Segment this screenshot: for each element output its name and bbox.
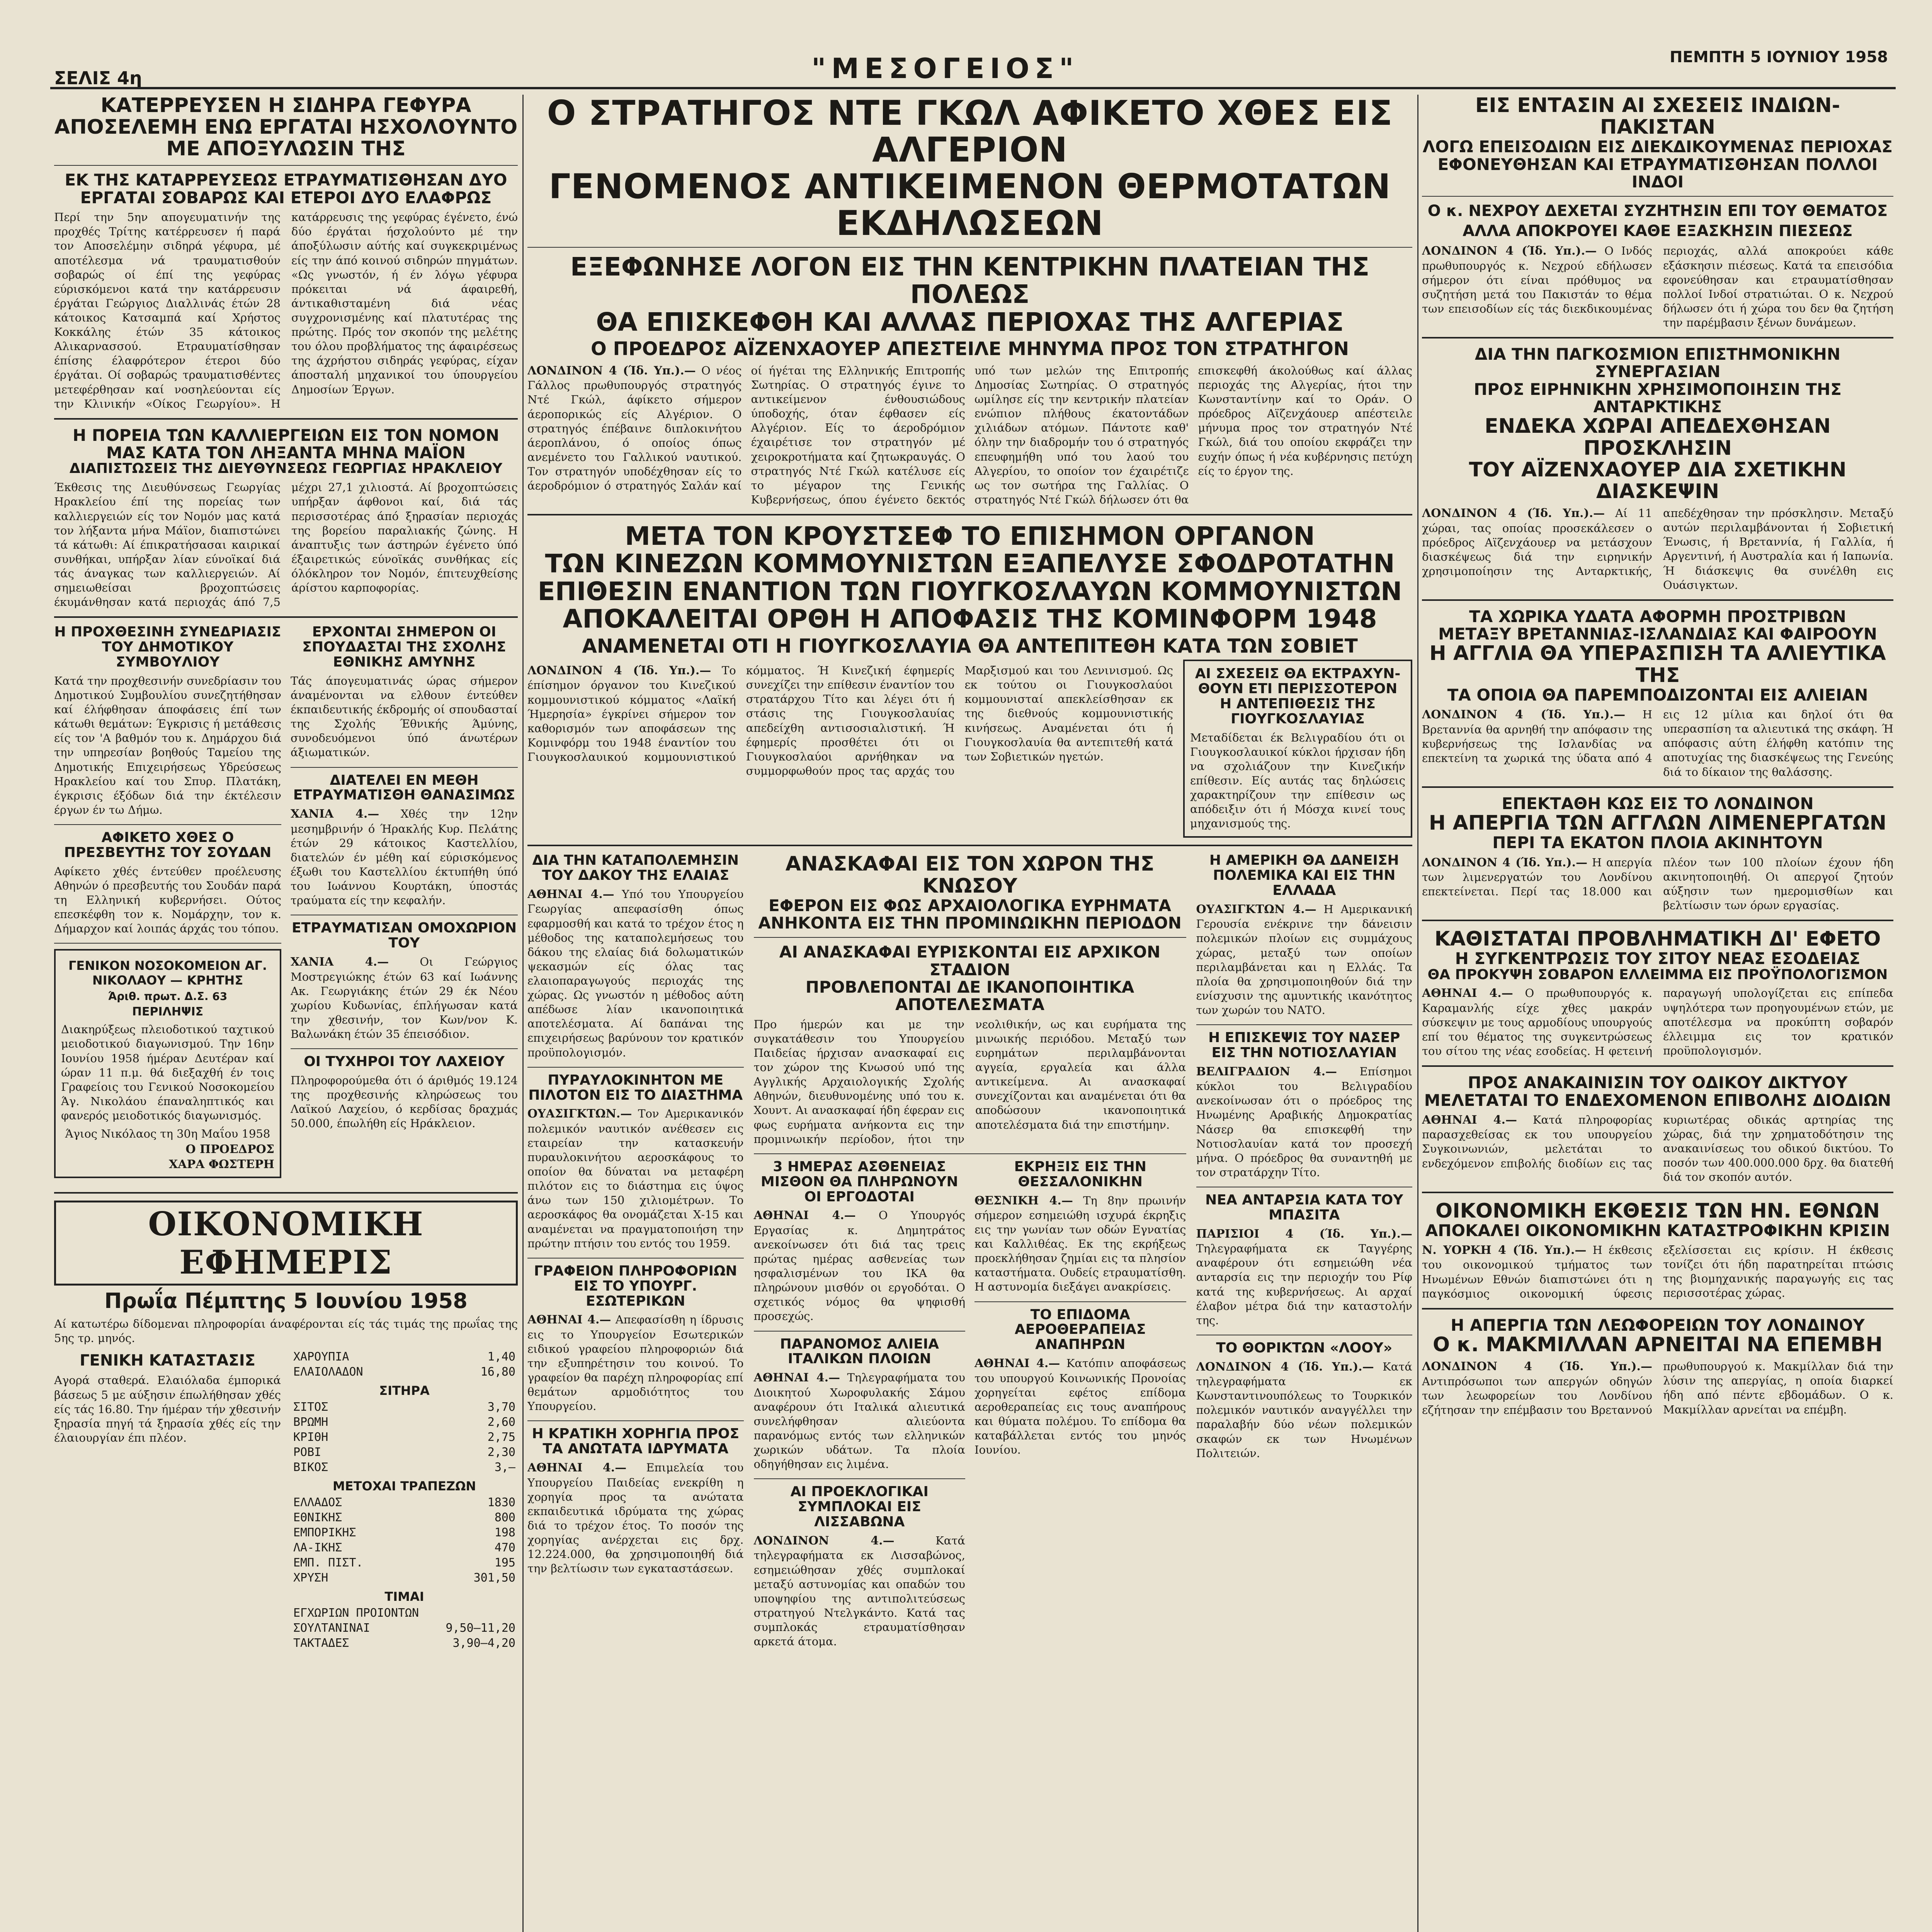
- headline: ΤΑ ΟΠΟΙΑ ΘΑ ΠΑΡΕΜΠΟΔΙΖΟΝΤΑΙ ΕΙΣ ΑΛΙΕΙΑΝ: [1447, 685, 1868, 704]
- dateline: ΛΟΝΔΙΝΟΝ 4 (Ίδ. Υπ.).—: [1196, 1360, 1374, 1374]
- headline: ΑΠΟΚΑΛΕΙΤΑΙ ΟΡΘΗ Η ΑΠΟΦΑΣΙΣ ΤΗΣ ΚΟΜΙΝΦΟΡΜ 1948: [563, 604, 1377, 634]
- headline: ΕΤΡΑΥΜΑΤΙΣΑΝ ΟΜΟΧΩΡΙΟΝ ΤΟΥ: [291, 920, 517, 951]
- headline: ΑΙ ΠΡΟΕΚΛΟΓΙΚΑΙ ΣΥΜΠΛΟΚΑΙ ΕΙΣ ΛΙΣΣΑΒΩΝΑ: [790, 1484, 929, 1530]
- divider: [1422, 1065, 1893, 1067]
- table-row: [291, 1349, 518, 1364]
- article-body: Κατά πληροφορίας παρασχεθείσας εκ του υπουργείου Συγκοινωνιών, μελετάται το ενδεχόμενον επιβολής διοδίων εις τας κυριωτέρας οδικάς αρτηρίας της χώρας, διά την χρηματοδότησιν της ανακαινίσεως του οδικού δικτύου. Το ποσόν των 400.000.000 δρχ. θα διατεθή διά τον σκοπόν αυτόν.: [1422, 1113, 1893, 1184]
- divider: [754, 1153, 1186, 1154]
- column-rule: [522, 95, 524, 1932]
- economy-tables: [291, 1349, 518, 1651]
- subhead: ΕΚ ΤΗΣ ΚΑΤΑΡΡΕΥΣΕΩΣ ΕΤΡΑΥΜΑΤΙΣΘΗΣΑΝ ΔΥΟ ΕΡΓΑΤΑΙ ΣΟΒΑΡΩΣ ΚΑΙ ΕΤΕΡΟΙ ΔΥΟ ΕΛΑΦΡΩΣ: [65, 170, 507, 207]
- subhead: Ο ΠΡΟΕΔΡΟΣ ΑΪΖΕΝΧΑΟΥΕΡ ΑΠΕΣΤΕΙΛΕ ΜΗΝΥΜΑ ΠΡΟΣ ΤΟΝ ΣΤΡΑΤΗΓΟΝ: [590, 338, 1349, 360]
- dateline: ΛΟΝΔΙΝΟΝ 4 (Ίδ. Υπ.).—: [1422, 244, 1597, 258]
- table-row: [291, 1570, 518, 1585]
- divider: [527, 247, 1412, 248]
- article-body: Κατά την προχθεσινήν συνεδρίασιν του Δημοτικού Συμβουλίου συνεζητήθησαν καί έλήφθησαν άποφάσεις έπί των κάτωθι θεμάτων: Έγκρισις ή μετάθεσις είς τον 'Α βαθμόν του κ. Δημάρχου διά την υπηρεσίαν βοηθούς Ταμείου της Δημοτικής Επιχειρήσεως Υδρεύσεως Ηρακλείου καί του Σπυρ. Πλατάκη, έγκρισις έξόδων διά την έκτέλεσιν έργων έν τω Δήμω.: [54, 674, 281, 816]
- row-label: ΒΙΚΟΣ: [293, 1461, 328, 1475]
- notice-sign-title: Ο ΠΡΟΕΔΡΟΣ: [185, 1143, 274, 1156]
- produce-table: [291, 1605, 518, 1651]
- headline: ΠΕΡΙ ΤΑ ΕΚΑΤΟΝ ΠΛΟΙΑ ΑΚΙΝΗΤΟΥΝ: [1492, 833, 1823, 852]
- headline: ΝΕΑ ΑΝΤΑΡΣΙΑ ΚΑΤΑ ΤΟΥ ΜΠΑΣΙΤΑ: [1205, 1192, 1403, 1223]
- divider: [54, 616, 518, 618]
- economy-section-title: ΓΕΝΙΚΗ ΚΑΤΑΣΤΑΣΙΣ: [80, 1352, 255, 1370]
- article-injured: [291, 773, 518, 908]
- article-body: Έκθεσις της Διευθύνσεως Γεωργίας Ηρακλείου έπί της πορείας των καλλιεργειών είς τον Νομόν μας κατά τον λήξαντα μήνα Μάϊον, διαπιστώνει τά κάτωθι: Αί έπικρατήσασαι καιρικαί συνθήκαι, υπήρξαν λίαν εύνοϊκαί διά τάς άναγκας των καλλιεργειών. Αί σημειωθείσαι βροχοπτώσεις έκυμάνθησαν κατά περιοχάς άπό 7,5 μέχρι 27,1 χιλιοστά. Αί βροχοπτώσεις υπήρξαν άφθονοι καί, διά τάς περισσοτέρας άπό ξηρασίαν περιοχάς της βορείου παραλιακής ζώνης. Η άναπτυξις των άστηρών έγένετο ύπό έξαιρετικώς εύνοϊκάς συνθήκας είς όλόκληρον τον Νομόν, έπιτευχθείσης άρίστου καρποφορίας.: [54, 481, 518, 609]
- article-body: Τάς άπογευματινάς ώρας σήμερον άναμένονται να ελθουν έντεύθεν έκπαιδευτικής έκδρομής οί σπουδασταί της Σχολής Έθνικής Άμύνης, συνοδευόμενοι ύπό άνωτέρων άξιωματικών.: [291, 674, 518, 759]
- headline: ΘΑ ΠΡΟΚΥΨΗ ΣΟΒΑΡΟΝ ΕΛΛΕΙΜΜΑ ΕΙΣ ΠΡΟΫΠΟΛΟΓΙΣΜΟΝ: [1427, 966, 1888, 983]
- article-body: Ο νέος Γάλλος πρωθυπουργός στρατηγός Ντέ Γκώλ, άφίκετο σήμερον άεροπορικώς είς Αλγέριον. Ο στρατηγός έπέβαινε διπλοκινήτου άεροπλάνου, ό οποίος όπως ανεμένετο του Γαλλικού ναυτικού. Τον στρατηγόν υποδέχθησαν είς το άεροδρόμιον ό στρατηγός Σαλάν καί οί ήγέται της Ελληνικής Επιτροπής Σωτηρίας. Ο στρατηγός έγινε το αντικείμενον ένθουσιώδους ύποδοχής, όταν έφθασεν είς Αλγέριον. Είς το άεροδρόμιον έχαιρέτισε τον στρατηγόν μέ χειροκροτήματα καί ζητωκραυγάς. Ο στρατηγός Ντέ Γκώλ κατέλυσε είς το μέγαρον της Γενικής Κυβερνήσεως, όπου έγένετο δεκτός υπό των μελών της Επιτροπής Δημοσίας Σωτηρίας. Ο στρατηγός ωμίλησε είς την κεντρικήν πλατείαν ενώπιον πλήθους έκατοντάδων χιλιάδων ατόμων. Πάντοτε καθ' όλην την διαδρομήν του ό στρατηγός επευφημήθη υπό του λαού του Αλγερίου, το οποίον τον έχαιρέτιζε ως τον σωτήρα της Γαλλίας. Ο στρατηγός Ντέ Γκώλ δήλωσεν ότι θα επισκεφθή άκολούθως καί άλλας περιοχάς της Αλγερίας, ήτοι την Κωνσταντίνην καί το Οράν. Ο πρόεδρος Αϊζενχάουερ απέστειλε μήνυμα προς τον στρατηγόν Ντέ Γκώλ, διά του οποίου εκφράζει την ευχήν όπως ή νέα κυβέρνησις πετύχη είς το έργον της.: [527, 364, 1412, 506]
- divider: [527, 1420, 744, 1421]
- center-mid-sub-row: [754, 1160, 1186, 1656]
- divider: [754, 1331, 966, 1332]
- divider: [527, 845, 1412, 846]
- article-body: Οι Γεώργιος Μοστρεγιώκης έτών 63 καί Ιωάννης Ακ. Γεωργιάκης έτών 29 έκ Νέου χωρίου Κυδωνίας, έπλήγωσαν κατά την χθεσινήν, τον Κων/νον Κ. Βαλωνάκη έτών 35 έπεισόδιον.: [291, 955, 518, 1041]
- article-body: Τηλεγραφήματα εκ Ταγγέρης αναφέρουν ότι εσημειώθη νέα ανταρσία εις την περιοχήν του Ρίφ κατά της κυβερνήσεως. Αι αρχαί έλαβον μέτρα διά την καταστολήν της.: [1196, 1242, 1412, 1327]
- dateline: ΑΘΗΝΑΙ 4.—: [527, 888, 614, 901]
- article-body: Υπό του Υπουργείου Γεωργίας απεφασίσθη όπως εφαρμοσθή και κατά το τρέχον έτος η μέθοδος της καταπολεμήσεως του δάκου της ελαίας διά δολωματικών ψεκασμών είς όλας τας ελαιοπαραγωγούς περιοχάς της χώρας. Ως γνωστόν η μέθοδος αύτη απέδωσε λίαν ικανοποιητικά αποτελέσματα. Αί δαπάναι της επιχειρήσεως βαρύνουν τον κρατικόν προϋπολογισμόν.: [527, 888, 744, 1059]
- article-body: Απεφασίσθη η ίδρυσις εις το Υπουργείον Εσωτερικών ειδικού γραφείου πληροφοριών διά την εξυπηρέτησιν του κοινού. Το γραφείον θα παρέχη πληροφορίας επί θεμάτων αρμοδιότητος του Υπουργείου.: [527, 1313, 744, 1413]
- row-value: 3,—: [494, 1461, 515, 1475]
- headline: Ο ΣΤΡΑΤΗΓΟΣ ΝΤΕ ΓΚΩΛ ΑΦΙΚΕΤΟ ΧΘΕΣ ΕΙΣ ΑΛΓΕΡΙΟΝ: [547, 95, 1393, 170]
- headline: ΔΙΑ ΤΗΝ ΠΑΓΚΟΣΜΙΟΝ ΕΠΙΣΤΗΜΟΝΙΚΗΝ ΣΥΝΕΡΓΑΣΙΑΝ: [1475, 345, 1841, 381]
- article-body: Χθές την 12ην μεσημβρινήν ό Ήρακλής Κυρ. Πελάτης έτών 29 κάτοικος Καστελλίου, διατελών έν μέθη καί εύρισκόμενος έξωθι του Καστελλίου έκτυπήθη ύπό του Ιωάννου Κουρτάκη, ύποστάς τραύματα είς την κεφαλήν.: [291, 807, 518, 907]
- article-macmillan: [1422, 1316, 1893, 1417]
- economy-body: Αγορά σταθερά. Ελαιόλαδα έμπορικά βάσεως 5 με αύξησιν έπωλήθησαν χθές είς τάς 16.80. Την ήμέραν τήν χθεσινήν ξηρασία πηγή τά ξηρασία χθές είς την έλαιουργίαν έπι πλέον.: [54, 1374, 281, 1444]
- table-head: ΣΙΤΗΡΑ: [379, 1383, 430, 1398]
- article-body: Κατά τηλεγραφήματα εκ Κωνσταντινουπόλεως το Τουρκικόν πολεμικόν ναυτικόν αναγγέλλει την παραλαβήν δύο νέων πολεμικών σκαφών εκ των Ηνωμένων Πολιτειών.: [1196, 1360, 1412, 1460]
- center-column: [527, 95, 1412, 1932]
- box-headline: ΑΙ ΣΧΕΣΕΙΣ ΘΑ ΕΚΤΡΑΧΥΝ- ΘΟΥΝ ΕΤΙ ΠΕΡΙΣΣΟΤΕΡΟΝ: [1195, 666, 1401, 697]
- article-body: Περί την 5ην απογευματινήν της προχθές Τρίτης κατέρρευσεν ή παρά τον Αποσελέμην σιδηρά γέφυρα, μέ αποτέλεσμα νά τραυματισθούν σοβαρώς οί έπί της γεφύρας εύρισκόμενοι κατά την κατάρρευσιν έργάται Γεώργιος Διαλλινάς έτών 28 κάτοικος Κατσαμπά καί Χρήστος Κοκκάλης έτών 35 κάτοικος Αλικαρνασσού. Ετραυματίσθησαν έπίσης έλαφρότερον έτεροι δύο έργάται. Οί σοβαρώς τραυματισθέντες μετεφέρθησαν καί νοσηλεύονται είς την Κλινικήν «Οίκος Γεωργίου». Η κατάρρευσις της γεφύρας έγένετο, ένώ δύο έργάται ήσχολούντο μέ την άποξύλωσιν αύτής καί συγκεκριμένως είς την άπό κοινού σιδηρών πηγμάτων. «Ως γνωστόν, ή έν λόγω γέφυρα πρόκειται νά άφαιρεθή, άντικαθισταμένη διά νέας συγχρονισμένης καί πλατυτέρας της πρώτης. Πρός τον σκοπόν της μελέτης του όλου προβλήματος της άφαιρέσεως της άχρήστου σιδηράς γεφύρας, είχαν άποσταλή μηχανικοί του ύπουργείου Δημοσίων Έργων.: [54, 211, 518, 410]
- article-lottery: [291, 1054, 518, 1131]
- tito-box: [1183, 660, 1412, 838]
- headline: ΑΦΙΚΕΤΟ ΧΘΕΣ Ο ΠΡΕΣΒΕΥΤΗΣ ΤΟΥ ΣΟΥΔΑΝ: [64, 830, 272, 861]
- table-row: [291, 1430, 518, 1445]
- headline: ΜΕΤΑ ΤΟΝ ΚΡΟΥΣΤΣΕΦ ΤΟ ΕΠΙΣΗΜΟΝ ΟΡΓΑΝΟΝ: [625, 521, 1315, 551]
- divider: [1422, 337, 1893, 338]
- divider: [1422, 786, 1893, 788]
- headline: ΠΑΡΑΝΟΜΟΣ ΑΛΙΕΙΑ ΙΤΑΛΙΚΩΝ ΠΛΟΙΩΝ: [780, 1336, 939, 1367]
- dateline: ΑΘΗΝΑΙ 4.—: [527, 1461, 627, 1475]
- article-lisbon: [754, 1485, 966, 1649]
- headline: Η ΑΜΕΡΙΚΗ ΘΑ ΔΑΝΕΙΣΗ ΠΟΛΕΜΙΚΑ ΚΑΙ ΕΙΣ ΤΗΝ ΕΛΛΑΔΑ: [1209, 852, 1399, 899]
- dateline: ΛΟΝΔΙΝΟΝ 4 (Ίδ. Υπ.).—: [527, 664, 711, 678]
- divider: [54, 943, 281, 944]
- article-body: Προ ήμερών και με την συγκατάθεσιν του Υπουργείου Παιδείας ήρχισαν ανασκαφαί εις τον χώρον της Κνωσού υπό της Αγγλικής Αρχαιολογικής Σχολής Αθηνών, διευθυνομένης υπό του κ. Χουντ. Αι ανασκαφαί ήδη έφεραν εις φως ευρήματα ανήκοντα εις την προμινωικήν περίοδον, ήτοι την νεολιθικήν, ως και ευρήματα της μινωικής περιόδου. Μεταξύ των ευρημάτων περιλαμβάνονται αγγεία, εργαλεία και άλλα αντικείμενα. Αι ανασκαφαί συνεχίζονται και αναμένεται ότι θα αποδώσουν ικανοποιητικά αποτελέσματα διά την επιστήμην.: [753, 1017, 1186, 1146]
- headline: ΚΑΘΙΣΤΑΤΑΙ ΠΡΟΒΛΗΜΑΤΙΚΗ ΔΙ' ΕΦΕΤΟ: [1434, 927, 1881, 951]
- subhead: Ο κ. ΝΕΧΡΟΥ ΔΕΧΕΤΑΙ ΣΥΖΗΤΗΣΙΝ ΕΠΙ ΤΟΥ ΘΕΜΑΤΟΣ: [1427, 202, 1888, 220]
- dateline: ΧΑΝΙΑ 4.—: [291, 807, 379, 821]
- row-value: 198: [494, 1526, 515, 1540]
- dateline: ΒΕΛΙΓΡΑΔΙΟΝ 4.—: [1196, 1065, 1337, 1078]
- headline: ΕΚΡΗΞΙΣ ΕΙΣ ΤΗΝ ΘΕΣΣΑΛΟΝΙΚΗΝ: [1014, 1158, 1146, 1190]
- article-dockers: [1422, 795, 1893, 913]
- divider: [975, 1301, 1186, 1302]
- divider: [754, 1478, 966, 1479]
- headline: ΔΙΑ ΤΗΝ ΚΑΤΑΠΟΛΕΜΗΣΙΝ ΤΟΥ ΔΑΚΟΥ ΤΗΣ ΕΛΑΙΑΣ: [532, 852, 739, 884]
- row-label: ΧΡΥΣΗ: [293, 1571, 328, 1585]
- center-lower-right: [1196, 853, 1413, 1656]
- right-column: [1422, 95, 1893, 1932]
- headline: Η ΠΡΟΧΘΕΣΙΝΗ ΣΥΝΕΔΡΙΑΣΙΣ ΤΟΥ ΔΗΜΟΤΙΚΟΥ ΣΥΜΒΟΥΛΙΟΥ: [54, 624, 281, 670]
- article-body: Αί 11 χώραι, τας οποίας προσεκάλεσεν ο πρόεδρος Αϊζενχάουερ να μετάσχουν διασκέψεως διά την ειρηνικήν χρησιμοποίησιν της Ανταρκτικής, απεδέχθησαν την πρόσκλησιν. Μεταξύ αυτών περιλαμβάνονται ή Σοβιετική Ένωσις, ή Βρεταννία, ή Γαλλία, ή Αργεντινή, ή Αυστραλία και ή Ιαπωνία. Ή διάσκεψις θα συνέλθη εις Ουάσιγκτων.: [1422, 507, 1893, 592]
- article-body: Η Βρεταννία θα αρνηθή την απόφασιν της κυβερνήσεως της Ισλανδίας να επεκτείνη τα χωρικά της ύδατα από 4 εις 12 μίλια και δηλοί ότι θα υπερασπίση τα αλιευτικά της σκάφη. Ή απόφασις αύτη έλήφθη κατόπιν της αποτυχίας της διασκέψεως της Γενεύης διά το δίκαιον της θαλάσσης.: [1422, 708, 1893, 779]
- subhead: ΔΙΑΠΙΣΤΩΣΕΙΣ ΤΗΣ ΔΙΕΥΘΥΝΣΕΩΣ ΓΕΩΡΓΙΑΣ ΗΡΑΚΛΕΙΟΥ: [69, 461, 503, 477]
- table-row: [291, 1445, 518, 1460]
- economy-text-col: [54, 1349, 281, 1651]
- table-row: [291, 1364, 518, 1379]
- article-america: [1196, 853, 1413, 1017]
- article-body: Ο πρωθυπουργός κ. Καραμανλής είχε χθες μακράν σύσκεψιν με τους αρμοδίους υπουργούς επί του θέματος της συγκεντρώσεως του σίτου της νέας εσοδείας. Η φετεινή παραγωγή υπολογίζεται εις επίπεδα υψηλότερα των προηγουμένων ετών, με αποτέλεσμα να προκύπτη σοβαρόν έλλειμμα εις τον κρατικόν προϋπολογισμόν.: [1422, 986, 1893, 1058]
- divider: [54, 165, 518, 166]
- headline: Η ΚΡΑΤΙΚΗ ΧΟΡΗΓΙΑ ΠΡΟΣ ΤΑ ΑΝΩΤΑΤΑ ΙΔΡΥΜΑΤΑ: [532, 1426, 740, 1457]
- headline: ΤΟ ΕΠΙΔΟΜΑ ΑΕΡΟΘΕΡΑΠΕΙΑΣ ΑΝΑΠΗΡΩΝ: [1015, 1306, 1146, 1353]
- article-rocket: [527, 1073, 744, 1251]
- headline: Η ΑΓΓΛΙΑ ΘΑ ΥΠΕΡΑΣΠΙΣΗ ΤΑ ΑΛΙΕΥΤΙΚΑ ΤΗΣ: [1429, 642, 1886, 687]
- table-row: [291, 1555, 518, 1570]
- headline: ΕΦΟΝΕΥΘΗΣΑΝ ΚΑΙ ΕΤΡΑΥΜΑΤΙΣΘΗΣΑΝ ΠΟΛΛΟΙ ΙΝΔΟΙ: [1437, 155, 1878, 192]
- dateline: ΑΘΗΝΑΙ 4.—: [1422, 986, 1513, 1000]
- row-label: ΣΙΤΟΣ: [293, 1400, 328, 1414]
- row-value: [435, 1605, 518, 1621]
- subhead: ΑΛΛΑ ΑΠΟΚΡΟΥΕΙ ΚΑΘΕ ΕΞΑΣΚΗΣΙΝ ΠΙΕΣΕΩΣ: [1463, 222, 1853, 240]
- box-body: Μεταδίδεται έκ Βελιγραδίου ότι οι Γιουγκοσλαυικοί κύκλοι ήρχισαν ήδη να σχολιάζουν την Κινεζικήν επίθεσιν. Είς αυτάς τας δηλώσεις χαρακτηρίζουν την επίθεσιν ως απόδειξιν ότι ή Μόσχα κινεί τους μηχανισμούς της.: [1190, 731, 1405, 830]
- headline: 3 ΗΜΕΡΑΣ ΑΣΘΕΝΕΙΑΣ ΜΙΣΘΟΝ ΘΑ ΠΛΗΡΩΝΟΥΝ ΟΙ ΕΡΓΟΔΟΤΑΙ: [760, 1158, 958, 1205]
- left-sub-col-a: [54, 625, 281, 1185]
- row-value: 3,70: [487, 1400, 515, 1414]
- divider: [54, 418, 518, 420]
- headline: ΛΟΓΩ ΕΠΕΙΣΟΔΙΩΝ ΕΙΣ ΔΙΕΚΔΙΚΟΥΜΕΝΑΣ ΠΕΡΙΟΧΑΣ: [1422, 137, 1893, 156]
- article-body: Επιμελεία του Υπουργείου Παιδείας ενεκρίθη η χορηγία προς τα ανώτατα εκπαιδευτικά ιδρύματα της χώρας διά το τρέχον έτος. Το ποσόν της χορηγίας ανέρχεται εις δρχ. 12.224.000, θα χρησιμοποιηθή διά την βελτίωσιν των εγκαταστάσεων.: [527, 1461, 744, 1575]
- dateline: ΑΘΗΝΑΙ 4.—: [753, 1371, 840, 1385]
- divider: [1422, 1192, 1893, 1193]
- row-value: 195: [494, 1556, 515, 1570]
- divider: [754, 937, 1186, 938]
- divider: [54, 824, 281, 825]
- headline: ΕΝΔΕΚΑ ΧΩΡΑΙ ΑΠΕΔΕΧΘΗΣΑΝ ΠΡΟΣΚΛΗΣΙΝ: [1485, 415, 1831, 460]
- row-value: 470: [494, 1541, 515, 1555]
- article-olive: [527, 853, 744, 1060]
- table-row: [291, 1605, 518, 1621]
- headline: ΟΙ ΤΥΧΗΡΟΙ ΤΟΥ ΛΑΧΕΙΟΥ: [304, 1054, 505, 1070]
- headline: ΕΡΧΟΝΤΑΙ ΣΗΜΕΡΟΝ ΟΙ ΣΠΟΥΔΑΣΤΑΙ ΤΗΣ ΣΧΟΛΗΣ ΕΘΝΙΚΗΣ ΑΜΥΝΗΣ: [302, 624, 506, 670]
- center-mid-sub-b: [975, 1160, 1186, 1656]
- article-body: Κατόπιν αποφάσεως του υπουργού Κοινωνικής Προνοίας χορηγείται εφέτος επίδομα αεροθεραπείας εις τους αναπήρους και θύματα πολέμου. Το επίδομα θα καταβάλλεται εντός του μηνός Ιουνίου.: [975, 1357, 1186, 1457]
- headline: Ο κ. ΜΑΚΜΙΛΛΑΝ ΑΡΝΕΙΤΑΙ ΝΑ ΕΠΕΜΒΗ: [1432, 1333, 1883, 1357]
- headline: ΑΠΟΚΑΛΕΙ ΟΙΚΟΝΟΜΙΚΗΝ ΚΑΤΑΣΤΡΟΦΙΚΗΝ ΚΡΙΣΙΝ: [1425, 1221, 1890, 1240]
- table-row: [291, 1415, 518, 1430]
- dateline: ΧΑΝΙΑ 4.—: [291, 955, 389, 969]
- box-headline: Η ΑΝΤΕΠΙΘΕΣΙΣ ΤΗΣ ΓΙΟΥΓΚΟΣΛΑΥΙΑΣ: [1220, 696, 1376, 727]
- notice-body: Διακηρύξεως πλειοδοτικού ταχτικού μειοδοτικού διαγωνισμού. Την 16ην Ιουνίου 1958 ήμέραν Δευτέραν καί ώραν 11 π.μ. θά διεξαχθή έν τοις Γραφείοις του Γενικού Νοσοκομείου Άγ. Νικολάου έπαναληπτικός και φανερός μειοδοτικός διαγωνισμός.: [61, 1023, 274, 1122]
- row-value: 2,30: [487, 1446, 515, 1459]
- center-lower-mid: [754, 853, 1186, 1656]
- dateline: ΟΥΑΣΙΓΚΤΩΝ 4.—: [1196, 902, 1316, 916]
- article-body: Κατά τηλεγραφήματα εκ Λισσαβώνος, εσημειώθησαν χθές συμπλοκαί μεταξύ αστυνομίας και οπαδών του υποψηφίου της αντιπολιτεύσεως στρατηγού Ντελγκάντο. Κατά τας συμπλοκάς ετραυματίσθησαν αρκετά άτομα.: [753, 1534, 965, 1648]
- table-head: ΜΕΤΟΧΑΙ ΤΡΑΠΕΖΩΝ: [332, 1479, 476, 1494]
- divider: [291, 767, 518, 768]
- dateline: ΑΘΗΝΑΙ 4.—: [527, 1313, 611, 1327]
- article-sudan: [54, 830, 281, 936]
- row-label: ΣΟΥΛΤΑΝΙΝΑΙ: [293, 1621, 370, 1635]
- headline: ΕΠΕΚΤΑΘΗ ΚΩΣ ΕΙΣ ΤΟ ΛΟΝΔΙΝΟΝ: [1502, 794, 1814, 813]
- row-value: 1830: [487, 1496, 515, 1510]
- dateline: ΘΕΣΝΙΚΗ 4.—: [975, 1194, 1073, 1208]
- column-rule: [1417, 95, 1418, 1932]
- economy-date: Πρωΐα Πέμπτης 5 Ιουνίου 1958: [104, 1289, 468, 1313]
- dateline: ΛΟΝΔΙΝΟΝ 4.—: [753, 1534, 895, 1548]
- article-degaulle: [527, 95, 1412, 507]
- article-harvest: [54, 427, 518, 610]
- article-body: Τον Αμερικανικόν πολεμικόν ναυτικόν ανέθεσεν εις εταιρείαν την κατασκευήν πυραυλοκινήτου αεροσκάφους το οποίον θα δύναται να μεταφέρη πιλότον εις το διάστημα εις ύψος άνω των 150 χιλιομέτρων. Το αεροσκάφος θα ονομάζεται Χ-15 και αναμένεται να πραγματοποιήση την πρώτην πτήσιν του εντός του 1959.: [527, 1107, 744, 1250]
- headline: ΕΞΕΦΩΝΗΣΕ ΛΟΓΟΝ ΕΙΣ ΤΗΝ ΚΕΝΤΡΙΚΗΝ ΠΛΑΤΕΙΑΝ ΤΗΣ ΠΟΛΕΩΣ: [570, 252, 1370, 310]
- price-table: [291, 1349, 518, 1379]
- article-india: [1422, 95, 1893, 330]
- article-wounded: [291, 921, 518, 1041]
- row-value: 2,60: [487, 1415, 515, 1429]
- headline: Η ΑΠΕΡΓΙΑ ΤΩΝ ΑΓΓΛΩΝ ΛΙΜΕΝΕΡΓΑΤΩΝ: [1429, 811, 1887, 835]
- page-number: ΣΕΛΙΣ 4η: [54, 68, 142, 88]
- article-body: Η απεργία των λιμενεργατών του Λονδίνου επεκτείνεται. Περί τας 18.000 και πλέον των 100 πλοίων έχουν ήδη ακινητοποιηθή. Οι απεργοί ζητούν αύξησιν των ημερομισθίων και βελτίωσιν των όρων εργασίας.: [1422, 855, 1893, 912]
- masthead: [0, 0, 1932, 93]
- article-ships: [754, 1337, 966, 1472]
- article-fishing: [1422, 608, 1893, 779]
- headline: ΠΡΟΣ ΕΙΡΗΝΙΚΗΝ ΧΡΗΣΙΜΟΠΟΙΗΣΙΝ ΤΗΣ ΑΝΤΑΡΚΤΙΚΗΣ: [1474, 379, 1842, 417]
- dateline: ΛΟΝΔΙΝΟΝ 4 (Ίδ. Υπ.).—: [1422, 1360, 1652, 1374]
- headline: ΓΕΝΟΜΕΝΟΣ ΑΝΤΙΚΕΙΜΕΝΟΝ ΘΕΡΜΟΤΑΤΩΝ ΕΚΔΗΛΩΣΕΩΝ: [549, 167, 1391, 243]
- table-row: [291, 1400, 518, 1415]
- article-body: Πληροφορούμεθα ότι ό άριθμός 19.124 της προχθεσινής κληρώσεως του Λαϊκού Λαχείου, ό κερδίσας δραχμάς 50.000, έπωλήθη είς Ηράκλειον.: [291, 1073, 518, 1130]
- row-value: 800: [494, 1511, 515, 1525]
- divider: [1422, 599, 1893, 601]
- row-label: ΕΜΠΟΡΙΚΗΣ: [293, 1526, 356, 1540]
- paper-name: "ΜΕΣΟΓΕΙΟΣ": [811, 52, 1079, 85]
- article-un: [1422, 1200, 1893, 1301]
- headline: ΔΙΑΤΕΛΕΙ ΕΝ ΜΕΘΗ ΕΤΡΑΥΜΑΤΙΣΘΗ ΘΑΝΑΣΙΜΩΣ: [293, 772, 515, 803]
- headline: ΤΩΝ ΚΙΝΕΖΩΝ ΚΟΜΜΟΥΝΙΣΤΩΝ ΕΞΑΠΕΛΥΣΕ ΣΦΟΔΡΟΤΑΤΗΝ: [545, 549, 1395, 579]
- issue-date: ΠΕΜΠΤΗ 5 ΙΟΥΝΙΟΥ 1958: [1670, 48, 1888, 66]
- row-label: ΒΡΩΜΗ: [293, 1415, 328, 1429]
- dateline: ΛΟΝΔΙΝΟΝ 4 (Ίδ. Υπ.).—: [527, 364, 696, 378]
- row-label: ΚΡΙΘΗ: [293, 1430, 328, 1444]
- row-value: 16,80: [480, 1365, 515, 1379]
- article-body: Τηλεγραφήματα του Διοικητού Χωροφυλακής Σάμου αναφέρουν ότι Ιταλικά αλιευτικά συνελήφθησαν αλιεύοντα παρανόμως εντός των ελληνικών χωρικών υδάτων. Τα πλοία οδηγήθησαν εις λιμένα.: [753, 1371, 965, 1471]
- row-value: 9,50—11,20: [446, 1621, 515, 1635]
- divider: [54, 1192, 518, 1194]
- article-knossos: [754, 853, 1186, 1146]
- row-label: ΡΟΒΙ: [293, 1446, 321, 1459]
- dateline: ΑΘΗΝΑΙ 4.—: [753, 1209, 856, 1223]
- row-label: ΤΑΚΤΑΔΕΣ: [293, 1636, 349, 1650]
- table-head: ΤΙΜΑΙ: [384, 1589, 424, 1604]
- headline: ΜΕΤΑΞΥ ΒΡΕΤΑΝΝΙΑΣ-ΙΣΛΑΝΔΙΑΣ ΚΑΙ ΦΑΙΡΟΟΥΝ: [1438, 624, 1877, 644]
- divider: [527, 1258, 744, 1259]
- notice-ref: Άριθ. πρωτ. Δ.Σ. 63: [108, 990, 228, 1003]
- masthead-rule: [50, 87, 1896, 89]
- headline: ΠΥΡΑΥΛΟΚΙΝΗΤΟΝ ΜΕ ΠΙΛΟΤΟΝ ΕΙΣ ΤΟ ΔΙΑΣΤΗΜΑ: [528, 1072, 743, 1103]
- row-value: 1,40: [487, 1350, 515, 1364]
- article-body: Επίσημοι κύκλοι του Βελιγραδίου ανεκοίνωσαν ότι ο πρόεδρος της Ηνωμένης Αραβικής Δημοκρατίας Νάσερ θα επισκεφθή την Νοτιοσλαυίαν κατά τον προσεχή μήνα. Ο πρόεδρος θα συναντηθή με τον στρατάρχην Τίτο.: [1196, 1065, 1412, 1179]
- table-row: [291, 1636, 518, 1651]
- subhead: ΑΝΑΜΕΝΕΤΑΙ ΟΤΙ Η ΓΙΟΥΓΚΟΣΛΑΥΙΑ ΘΑ ΑΝΤΕΠΙΤΕΘΗ ΚΑΤΑ ΤΩΝ ΣΟΒΙΕΤ: [582, 635, 1358, 658]
- dateline: ΠΑΡΙΣΙΟΙ 4 (Ίδ. Υπ.).—: [1196, 1227, 1412, 1241]
- table-row: [291, 1460, 518, 1475]
- center-lower-left: [527, 853, 744, 1656]
- row-value: 3,90—4,20: [452, 1636, 515, 1650]
- article-council: [54, 625, 281, 817]
- article-explosion: [975, 1160, 1186, 1294]
- dateline: ΛΟΝΔΙΝΟΝ 4 (Ίδ. Υπ.).—: [1422, 708, 1626, 722]
- economy-intro: Αί κατωτέρω δίδομεναι πληροφορίαι άναφέρονται είς τάς τιμάς της πρωΐας της 5ης τρ. μηνός.: [54, 1317, 518, 1345]
- divider: [1422, 1308, 1893, 1310]
- dateline: Ν. ΥΟΡΚΗ 4 (Ίδ. Υπ.).—: [1422, 1243, 1587, 1257]
- article-grain: [1422, 928, 1893, 1058]
- divider: [527, 514, 1412, 515]
- divider: [1196, 1024, 1413, 1025]
- notice-place: Άγιος Νικόλαος τη 30η Μαΐου 1958: [65, 1127, 270, 1141]
- row-label: ΧΑΡΟΥΠΙΑ: [293, 1350, 349, 1364]
- article-bridge: [54, 95, 518, 411]
- row-label: ΕΘΝΙΚΗΣ: [293, 1511, 342, 1525]
- article-body: Τη 8ην πρωινήν σήμερον εσημειώθη ισχυρά έκρηξις εις την γωνίαν των οδών Εγνατίας και Καλλιθέας. Εκ της εκρήξεως προεκλήθησαν ζημίαι εις τα πλησίον καταστήματα. Ουδείς ετραυματίσθη. Η αστυνομία διεξάγει ανακρίσεις.: [975, 1194, 1186, 1294]
- headline: ΤΟΥ ΑΪΖΕΝΧΑΟΥΕΡ ΔΙΑ ΣΧΕΤΙΚΗΝ ΔΙΑΣΚΕΨΙΝ: [1469, 458, 1847, 503]
- article-grant: [527, 1427, 744, 1576]
- left-column: [54, 95, 518, 1932]
- headline: ΕΙΣ ΕΝΤΑΣΙΝ ΑΙ ΣΧΕΣΕΙΣ ΙΝΔΙΩΝ-ΠΑΚΙΣΤΑΝ: [1475, 95, 1840, 139]
- article-body: Ο Υπουργός Εργασίας κ. Δημητράτος ανεκοίνωσεν ότι διά τας τρεις πρώτας ημέρας ασθενείας των ησφαλισμένων του ΙΚΑ θα πληρώνουν μισθόν οι εργοδόται. Ο σχετικός νόμος θα ψηφισθή προσεχώς.: [753, 1209, 966, 1323]
- row-left-mid: [54, 625, 518, 1185]
- headline: ΓΡΑΦΕΙΟΝ ΠΛΗΡΟΦΟΡΙΩΝ ΕΙΣ ΤΟ ΥΠΟΥΡΓ. ΕΣΩΤΕΡΙΚΩΝ: [534, 1263, 737, 1309]
- headline: ΕΠΙΘΕΣΙΝ ΕΝΑΝΤΙΟΝ ΤΩΝ ΓΙΟΥΓΚΟΣΛΑΥΩΝ ΚΟΜΜΟΥΝΙΣΤΩΝ: [537, 576, 1402, 606]
- table-row: [291, 1621, 518, 1636]
- article-body: Το έπίσημον όργανον του Κινεζικού κομμουνιστικού κόμματος «Λαϊκή Ήμερησία» έγκρίνει σήμερον τον καθορισμόν των αποφάσεων της Κομινφόρμ του 1948 έναντίον του Γιουγκοσλαυικού κομμουνιστικού κόμματος. Ή Κινεζική έφημερίς συνεχίζει την επίθεσιν έναντίον του στρατάρχου Τίτο και λέγει ότι ή στάσις της Γιουγκοσλαυίας απεδείχθη αντισοσιαλιστική. Ή έφημερίς προσθέτει ότι οι Γιουγκοσλαύοι αρνήθηκαν να συμμορφωθούν προς τας αρχάς του Μαρξισμού και του Λενινισμού. Ως εκ τούτου οι Γιουγκοσλαύοι κομμουνισταί απεκλείσθησαν εκ της διεθνούς κομμουνιστικής κινήσεως. Αναμένεται ότι ή Γιουγκοσλαυία θα αντεπιτεθή κατά των Σοβιετικών ηγετών.: [527, 664, 1173, 777]
- article-info: [527, 1264, 744, 1414]
- headline: ΚΑΤΕΡΡΕΥΣΕΝ Η ΣΙΔΗΡΑ ΓΕΦΥΡΑ ΑΠΟΣΕΛΕΜΗ ΕΝΩ ΕΡΓΑΤΑΙ ΗΣΧΟΛΟΥΝΤΟ ΜΕ ΑΠΟΞΥΛΩΣΙΝ ΤΗΣ: [54, 95, 518, 161]
- headline: ΑΝΗΚΟΝΤΑ ΕΙΣ ΤΗΝ ΠΡΟΜΙΝΩΙΚΗΝ ΠΕΡΙΟΔΟΝ: [758, 913, 1182, 933]
- table-row: [291, 1525, 518, 1540]
- row-label: ΕΜΠ. ΠΙΣΤ.: [293, 1556, 363, 1570]
- notice-hospital: [54, 949, 281, 1178]
- article-body: Η έκθεσις του οικονομικού τμήματος των Ηνωμένων Εθνών διαπιστώνει ότι η παγκόσμιος οικονομική ύφεσις εξελίσσεται εις κρίσιν. Η έκθεσις τονίζει ότι ήδη παρατηρείται πτώσις της βιομηχανικής παραγωγής εις τας περισσοτέρας χώρας.: [1422, 1243, 1893, 1300]
- headline: Η ΠΟΡΕΙΑ ΤΩΝ ΚΑΛΛΙΕΡΓΕΙΩΝ ΕΙΣ ΤΟΝ ΝΟΜΟΝ ΜΑΣ ΚΑΤΑ ΤΟΝ ΛΗΞΑΝΤΑ ΜΗΝΑ ΜΑΪΟΝ: [73, 425, 499, 463]
- notice-kind: ΠΕΡΙΛΗΨΙΣ: [132, 1005, 204, 1019]
- article-nasser: [1196, 1031, 1413, 1180]
- headline: ΠΡΟΣ ΑΝΑΚΑΙΝΙΣΙΝ ΤΟΥ ΟΔΙΚΟΥ ΔΙΚΤΥΟΥ: [1468, 1073, 1848, 1092]
- article-body: Ο Ινδός πρωθυπουργός κ. Νεχρού εδήλωσεν σήμερον ότι είναι πρόθυμος να συζητήση μετά του Πακιστάν το θέμα των επεισοδίων είς τάς διεκδικουμένας περιοχάς, αλλά αποκρούει κάθε εξάσκησιν πιέσεως. Κατά τα επεισόδια εφονεύθησαν και ετραυματίσθησαν πολλοί Ινδοί στρατιώται. Ο κ. Νεχρού δήλωσεν ότι ή χώρα του δεν θα ζητήση την παρέμβασιν ξένων δυνάμεων.: [1422, 244, 1893, 329]
- divider: [527, 1067, 744, 1068]
- headline: ΑΙ ΑΝΑΣΚΑΦΑΙ ΕΥΡΙΣΚΟΝΤΑΙ ΕΙΣ ΑΡΧΙΚΟΝ ΣΤΑΔΙΟΝ: [779, 942, 1161, 979]
- row-label: ΛΑ-ΙΚΗΣ: [293, 1541, 342, 1555]
- row-value: 2,75: [487, 1430, 515, 1444]
- economy-section: [54, 1201, 518, 1651]
- divider: [1422, 920, 1893, 921]
- center-lower-row: [527, 853, 1412, 1656]
- notice-sign-name: ΧΑΡΑ ΦΩΣΤΕΡΗ: [169, 1158, 274, 1172]
- article-tito: [527, 522, 1412, 838]
- headline: ΕΦΕΡΟΝ ΕΙΣ ΦΩΣ ΑΡΧΑΙΟΛΟΓΙΚΑ ΕΥΡΗΜΑΤΑ: [769, 896, 1171, 915]
- grain-table: [291, 1400, 518, 1475]
- dateline: ΑΘΗΝΑΙ 4.—: [1422, 1113, 1517, 1127]
- article-schools: [291, 625, 518, 760]
- divider: [291, 1048, 518, 1049]
- row-label: ΕΓΧΩΡΙΩΝ ΠΡΟΙΟΝΤΩΝ: [293, 1606, 419, 1620]
- headline: ΘΑ ΕΠΙΣΚΕΦΘΗ ΚΑΙ ΑΛΛΑΣ ΠΕΡΙΟΧΑΣ ΤΗΣ ΑΛΓΕΡΙΑΣ: [596, 307, 1344, 337]
- article-doctors: [754, 1160, 966, 1324]
- bank-table: [291, 1495, 518, 1585]
- article-body: Αφίκετο χθές έντεύθεν προέλευσης Αθηνών ό πρεσβευτής του Σουδάν παρά τη Ελληνική κυβερνήσει. Ούτος επεσκέφθη τον κ. Νομάρχην, τον κ. Δήμαρχον καί λοιπάς άρχάς του τόπου.: [54, 864, 281, 935]
- article-antarctic: [1422, 345, 1893, 592]
- headline: ΤΟ ΘΟΡΙΚΤΩΝ «ΛΟΟΥ»: [1216, 1340, 1393, 1356]
- headline: ΟΙΚΟΝΟΜΙΚΗ ΕΚΘΕΣΙΣ ΤΩΝ ΗΝ. ΕΘΝΩΝ: [1435, 1199, 1880, 1223]
- dateline: ΛΟΝΔΙΝΟΝ 4 (Ίδ. Υπ.).—: [1422, 855, 1588, 869]
- dateline: ΟΥΑΣΙΓΚΤΩΝ.—: [527, 1107, 632, 1121]
- center-mid-sub-a: [754, 1160, 966, 1656]
- article-massoud: [1196, 1193, 1413, 1328]
- article-allowance: [975, 1308, 1186, 1458]
- headline: ΤΑ ΧΩΡΙΚΑ ΥΔΑΤΑ ΑΦΟΡΜΗ ΠΡΟΣΤΡΙΒΩΝ: [1469, 607, 1846, 626]
- table-row: [291, 1495, 518, 1510]
- economy-row: [54, 1349, 518, 1651]
- left-sub-col-b: [291, 625, 518, 1185]
- row-label: ΕΛΛΑΔΟΣ: [293, 1496, 342, 1510]
- article-body: Η Αμερικανική Γερουσία ενέκρινε την δάνεισιν πολεμικών πλοίων εις συμμάχους χώρας, μεταξύ των οποίων περιλαμβάνεται και η Ελλάς. Τα πλοία θα χρησιμοποιηθούν διά την ενίσχυσιν της αμυντικής ικανότητος των χωρών του ΝΑΤΟ.: [1196, 902, 1412, 1017]
- headline: ΠΡΟΒΛΕΠΟΝΤΑΙ ΔΕ ΙΚΑΝΟΠΟΙΗΤΙΚΑ ΑΠΟΤΕΛΕΣΜΑΤΑ: [805, 978, 1134, 1014]
- headline: Η ΕΠΙΣΚΕΨΙΣ ΤΟΥ ΝΑΣΕΡ ΕΙΣ ΤΗΝ ΝΟΤΙΟΣΛΑΥΙΑΝ: [1208, 1030, 1400, 1061]
- notice-title: ΓΕΝΙΚΟΝ ΝΟΣΟΚΟΜΕΙΟΝ ΑΓ. ΝΙΚΟΛΑΟΥ — ΚΡΗΤΗΣ: [68, 958, 267, 988]
- divider: [1422, 196, 1893, 197]
- article-roads: [1422, 1074, 1893, 1184]
- table-row: [291, 1510, 518, 1525]
- row-value: 301,50: [473, 1571, 515, 1585]
- tito-row: [527, 660, 1412, 838]
- headline: Η ΣΥΓΚΕΝΤΡΩΣΙΣ ΤΟΥ ΣΙΤΟΥ ΝΕΑΣ ΕΣΟΔΕΙΑΣ: [1455, 949, 1861, 968]
- article-hoax: [1196, 1341, 1413, 1461]
- dateline: ΑΘΗΝΑΙ 4.—: [975, 1357, 1060, 1371]
- headline: ΜΕΛΕΤΑΤΑΙ ΤΟ ΕΝΔΕΧΟΜΕΝΟΝ ΕΠΙΒΟΛΗΣ ΔΙΟΔΙΩΝ: [1424, 1090, 1891, 1110]
- table-row: [291, 1540, 518, 1555]
- economy-title: ΟΙΚΟΝΟΜΙΚΗ ΕΦΗΜΕΡΙΣ: [54, 1201, 518, 1286]
- dateline: ΛΟΝΔΙΝΟΝ 4 (Ίδ. Υπ.).—: [1422, 507, 1605, 520]
- article-body: Αντιπρόσωποι των απεργών οδηγών των λεωφορείων του Λονδίνου εζήτησαν την επέμβασιν του Βρεταννού πρωθυπουργού κ. Μακμίλλαν διά την λύσιν της απεργίας, η οποία διαρκεί ήδη από πέντε εβδομάδων. Ο κ. Μακμίλλαν αρνείται να επέμβη.: [1422, 1360, 1893, 1417]
- headline: Η ΑΠΕΡΓΙΑ ΤΩΝ ΛΕΩΦΟΡΕΙΩΝ ΤΟΥ ΛΟΝΔΙΝΟΥ: [1451, 1315, 1865, 1335]
- row-label: ΕΛΑΙΟΛΑΔΟΝ: [293, 1365, 363, 1379]
- headline: ΑΝΑΣΚΑΦΑΙ ΕΙΣ ΤΟΝ ΧΩΡΟΝ ΤΗΣ ΚΝΩΣΟΥ: [785, 852, 1155, 898]
